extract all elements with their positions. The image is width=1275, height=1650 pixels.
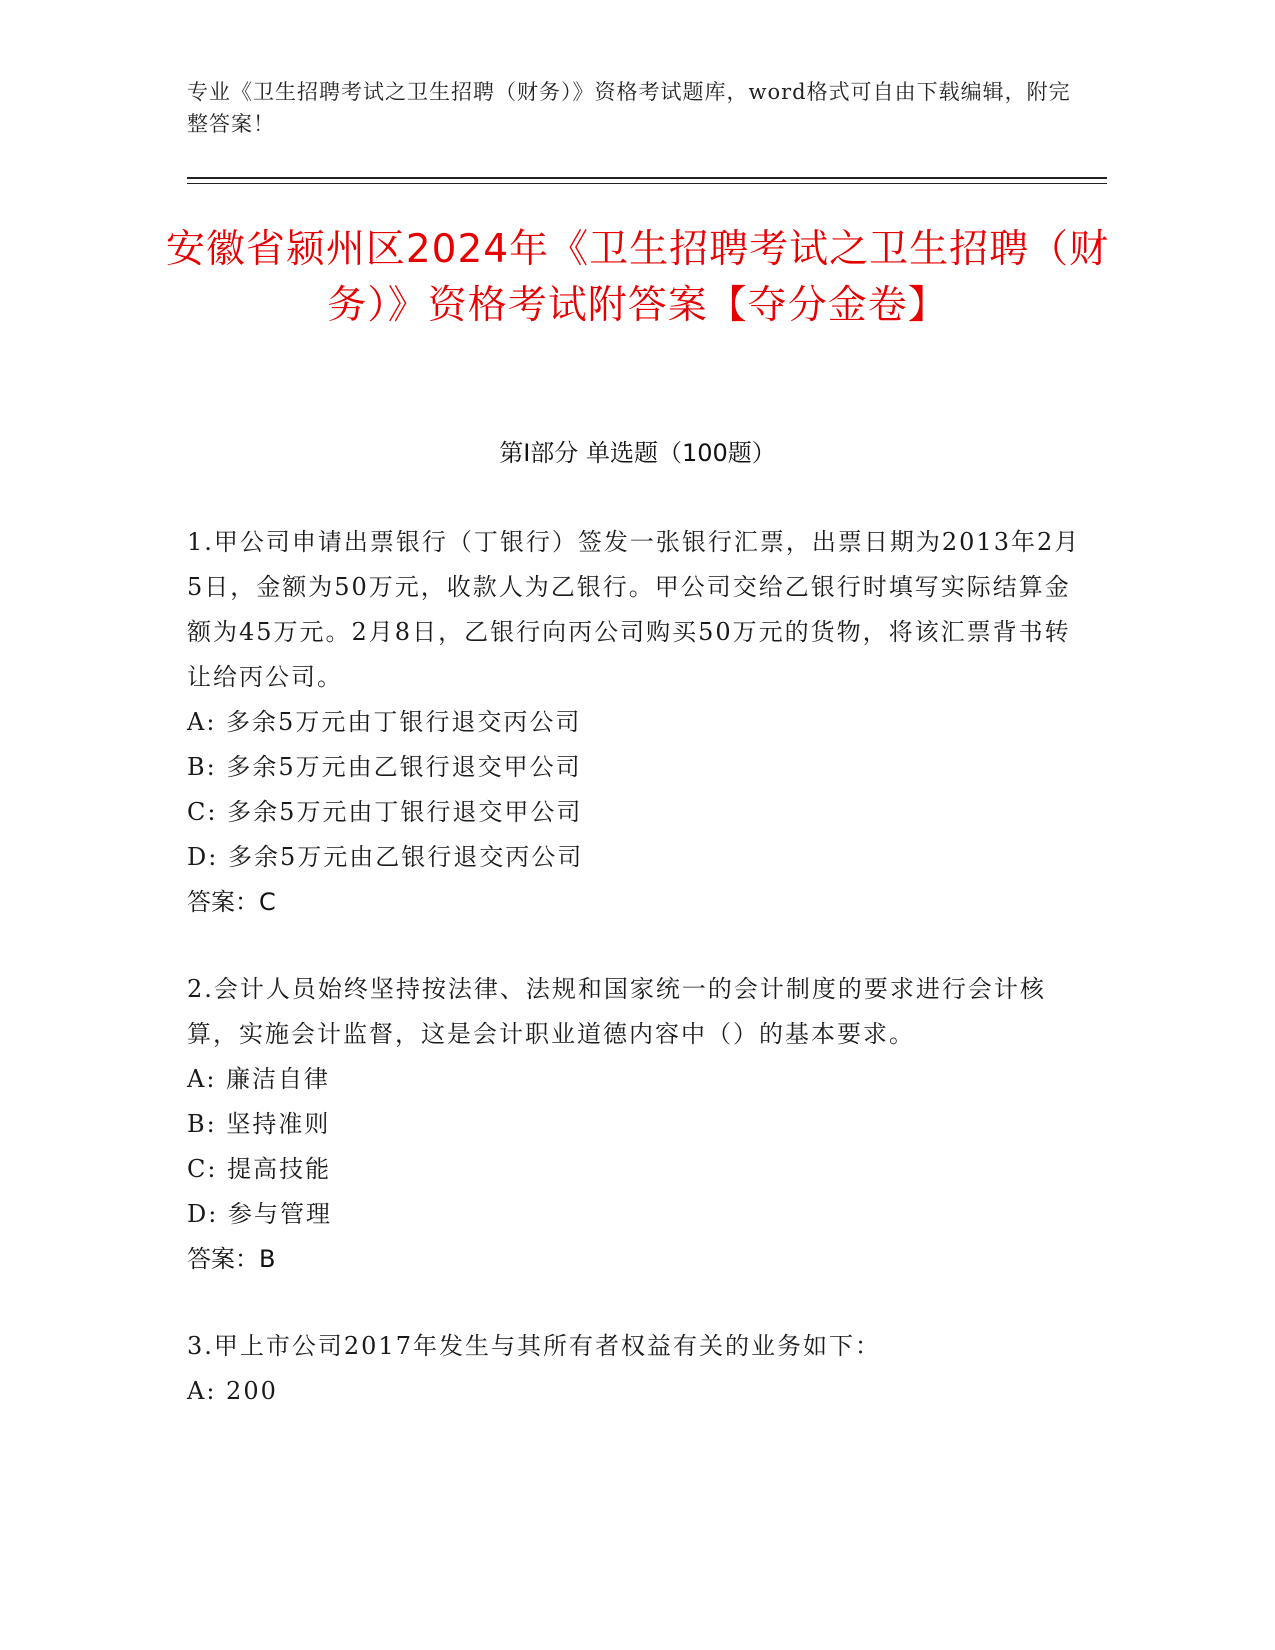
question-3 [187, 1324, 1087, 1414]
question-stem: 1.甲公司申请出票银行（丁银行）签发一张银行汇票，出票日期为2013年2月5日，金额为50万元，收款人为乙银行。甲公司交给乙银行时填写实际结算金额为45万元。2月8日，乙银行向丙公司购买50万元的货物，将该汇票背书转让给丙公司。 [187, 528, 1081, 691]
question-1 [187, 520, 1087, 925]
option-d: D: 参与管理 [187, 1200, 332, 1228]
question-list [187, 520, 1087, 1456]
section-heading: 第I部分 单选题（100题） [499, 439, 776, 467]
document-title: 安徽省颍州区2024年《卫生招聘考试之卫生招聘（财务）》资格考试附答案【夺分金卷】 [165, 227, 1110, 328]
option-d: D: 多余5万元由乙银行退交丙公司 [187, 843, 584, 871]
option-a: A: 廉洁自律 [187, 1065, 331, 1093]
option-c: C: 提高技能 [187, 1155, 332, 1183]
question-2 [187, 967, 1087, 1282]
option-b: B: 多余5万元由乙银行退交甲公司 [187, 753, 582, 781]
option-a: A: 多余5万元由丁银行退交丙公司 [187, 708, 582, 736]
option-b: B: 坚持准则 [187, 1110, 331, 1138]
answer-label: 答案：C [187, 888, 276, 916]
header-note: 专业《卫生招聘考试之卫生招聘（财务）》资格考试题库，word格式可自由下载编辑，附完整答案！ [187, 80, 1071, 136]
question-stem: 3.甲上市公司2017年发生与其所有者权益有关的业务如下： [187, 1332, 881, 1360]
header-divider-thick [187, 177, 1107, 179]
option-c: C: 多余5万元由丁银行退交甲公司 [187, 798, 583, 826]
question-stem: 2.会计人员始终坚持按法律、法规和国家统一的会计制度的要求进行会计核算，实施会计监督，这是会计职业道德内容中（）的基本要求。 [187, 975, 1046, 1048]
answer-label: 答案：B [187, 1245, 276, 1273]
header-divider-thin [187, 183, 1107, 184]
option-a: A: 200 [187, 1377, 278, 1405]
